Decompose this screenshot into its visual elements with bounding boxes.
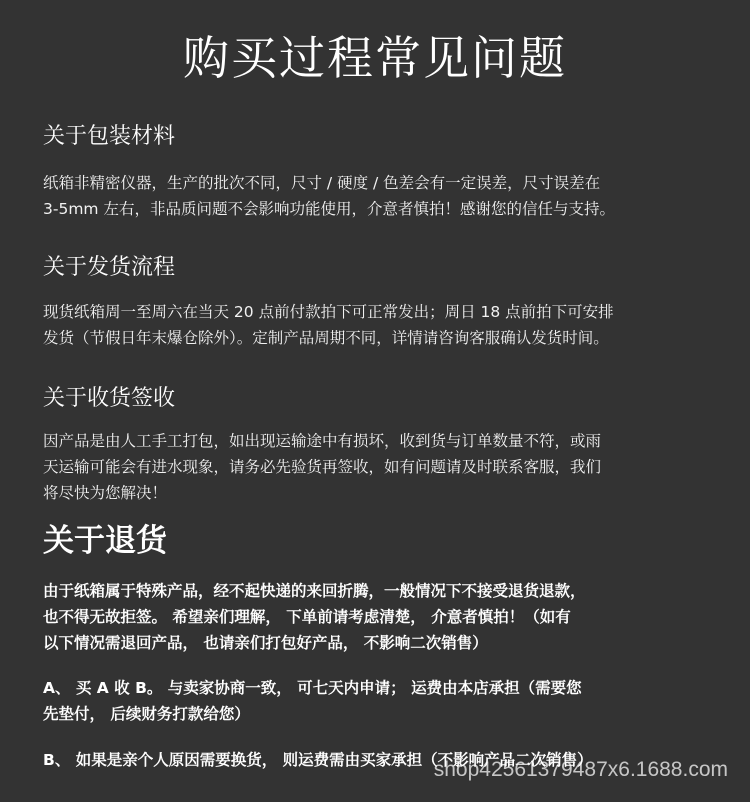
text-line: 以下情况需退回产品， 也请亲们打包好产品， 不影响二次销售） bbox=[43, 634, 488, 652]
text-line: 将尽快为您解决！ bbox=[43, 484, 168, 502]
text-line: B、 如果是亲个人原因需要换货， 则运费需由买家承担（不影响产品二次销售） bbox=[43, 751, 593, 769]
section-body-receipt bbox=[43, 428, 713, 506]
section-heading-packaging: 关于包装材料 bbox=[43, 124, 176, 149]
text-line: A、 买 A 收 B。 与卖家协商一致， 可七天内申请； 运费由本店承担（需要您 bbox=[43, 679, 582, 697]
section-body-shipping bbox=[43, 299, 713, 351]
section-body-packaging bbox=[43, 170, 713, 222]
text-line: 先垫付， 后续财务打款给您） bbox=[43, 705, 250, 723]
text-line: 3-5mm 左右，非品质问题不会影响功能使用，介意者慎拍！感谢您的信任与支持。 bbox=[43, 200, 615, 218]
text-line: 也不得无故拒签。 希望亲们理解， 下单前请考虑清楚， 介意者慎拍！（如有 bbox=[43, 608, 571, 626]
section-heading-shipping: 关于发货流程 bbox=[43, 255, 176, 280]
text-line: 纸箱非精密仪器，生产的批次不同，尺寸 / 硬度 / 色差会有一定误差，尺寸误差在 bbox=[43, 174, 601, 192]
text-line: 因产品是由人工手工打包，如出现运输途中有损坏，收到货与订单数量不符，或雨 bbox=[43, 432, 602, 450]
shop-watermark: shop4256137948​7x6.1688.com bbox=[433, 758, 728, 781]
returns-intro bbox=[43, 578, 723, 656]
text-line: 由于纸箱属于特殊产品，经不起快递的来回折腾，一般情况下不接受退货退款， bbox=[43, 582, 586, 600]
text-line: 天运输可能会有进水现象，请务必先验货再签收，如有问题请及时联系客服，我们 bbox=[43, 458, 602, 476]
returns-case-a bbox=[43, 675, 723, 727]
section-heading-receipt: 关于收货签收 bbox=[43, 386, 176, 411]
text-line: 发货（节假日年末爆仓除外）。定制产品周期不同，详情请咨询客服确认发货时间。 bbox=[43, 329, 609, 347]
section-heading-returns: 关于退货 bbox=[43, 523, 167, 559]
page-title: 购买过程常见问题 bbox=[183, 31, 567, 85]
text-line: 现货纸箱周一至周六在当天 20 点前付款拍下可正常发出；周日 18 点前拍下可安排 bbox=[43, 303, 614, 321]
